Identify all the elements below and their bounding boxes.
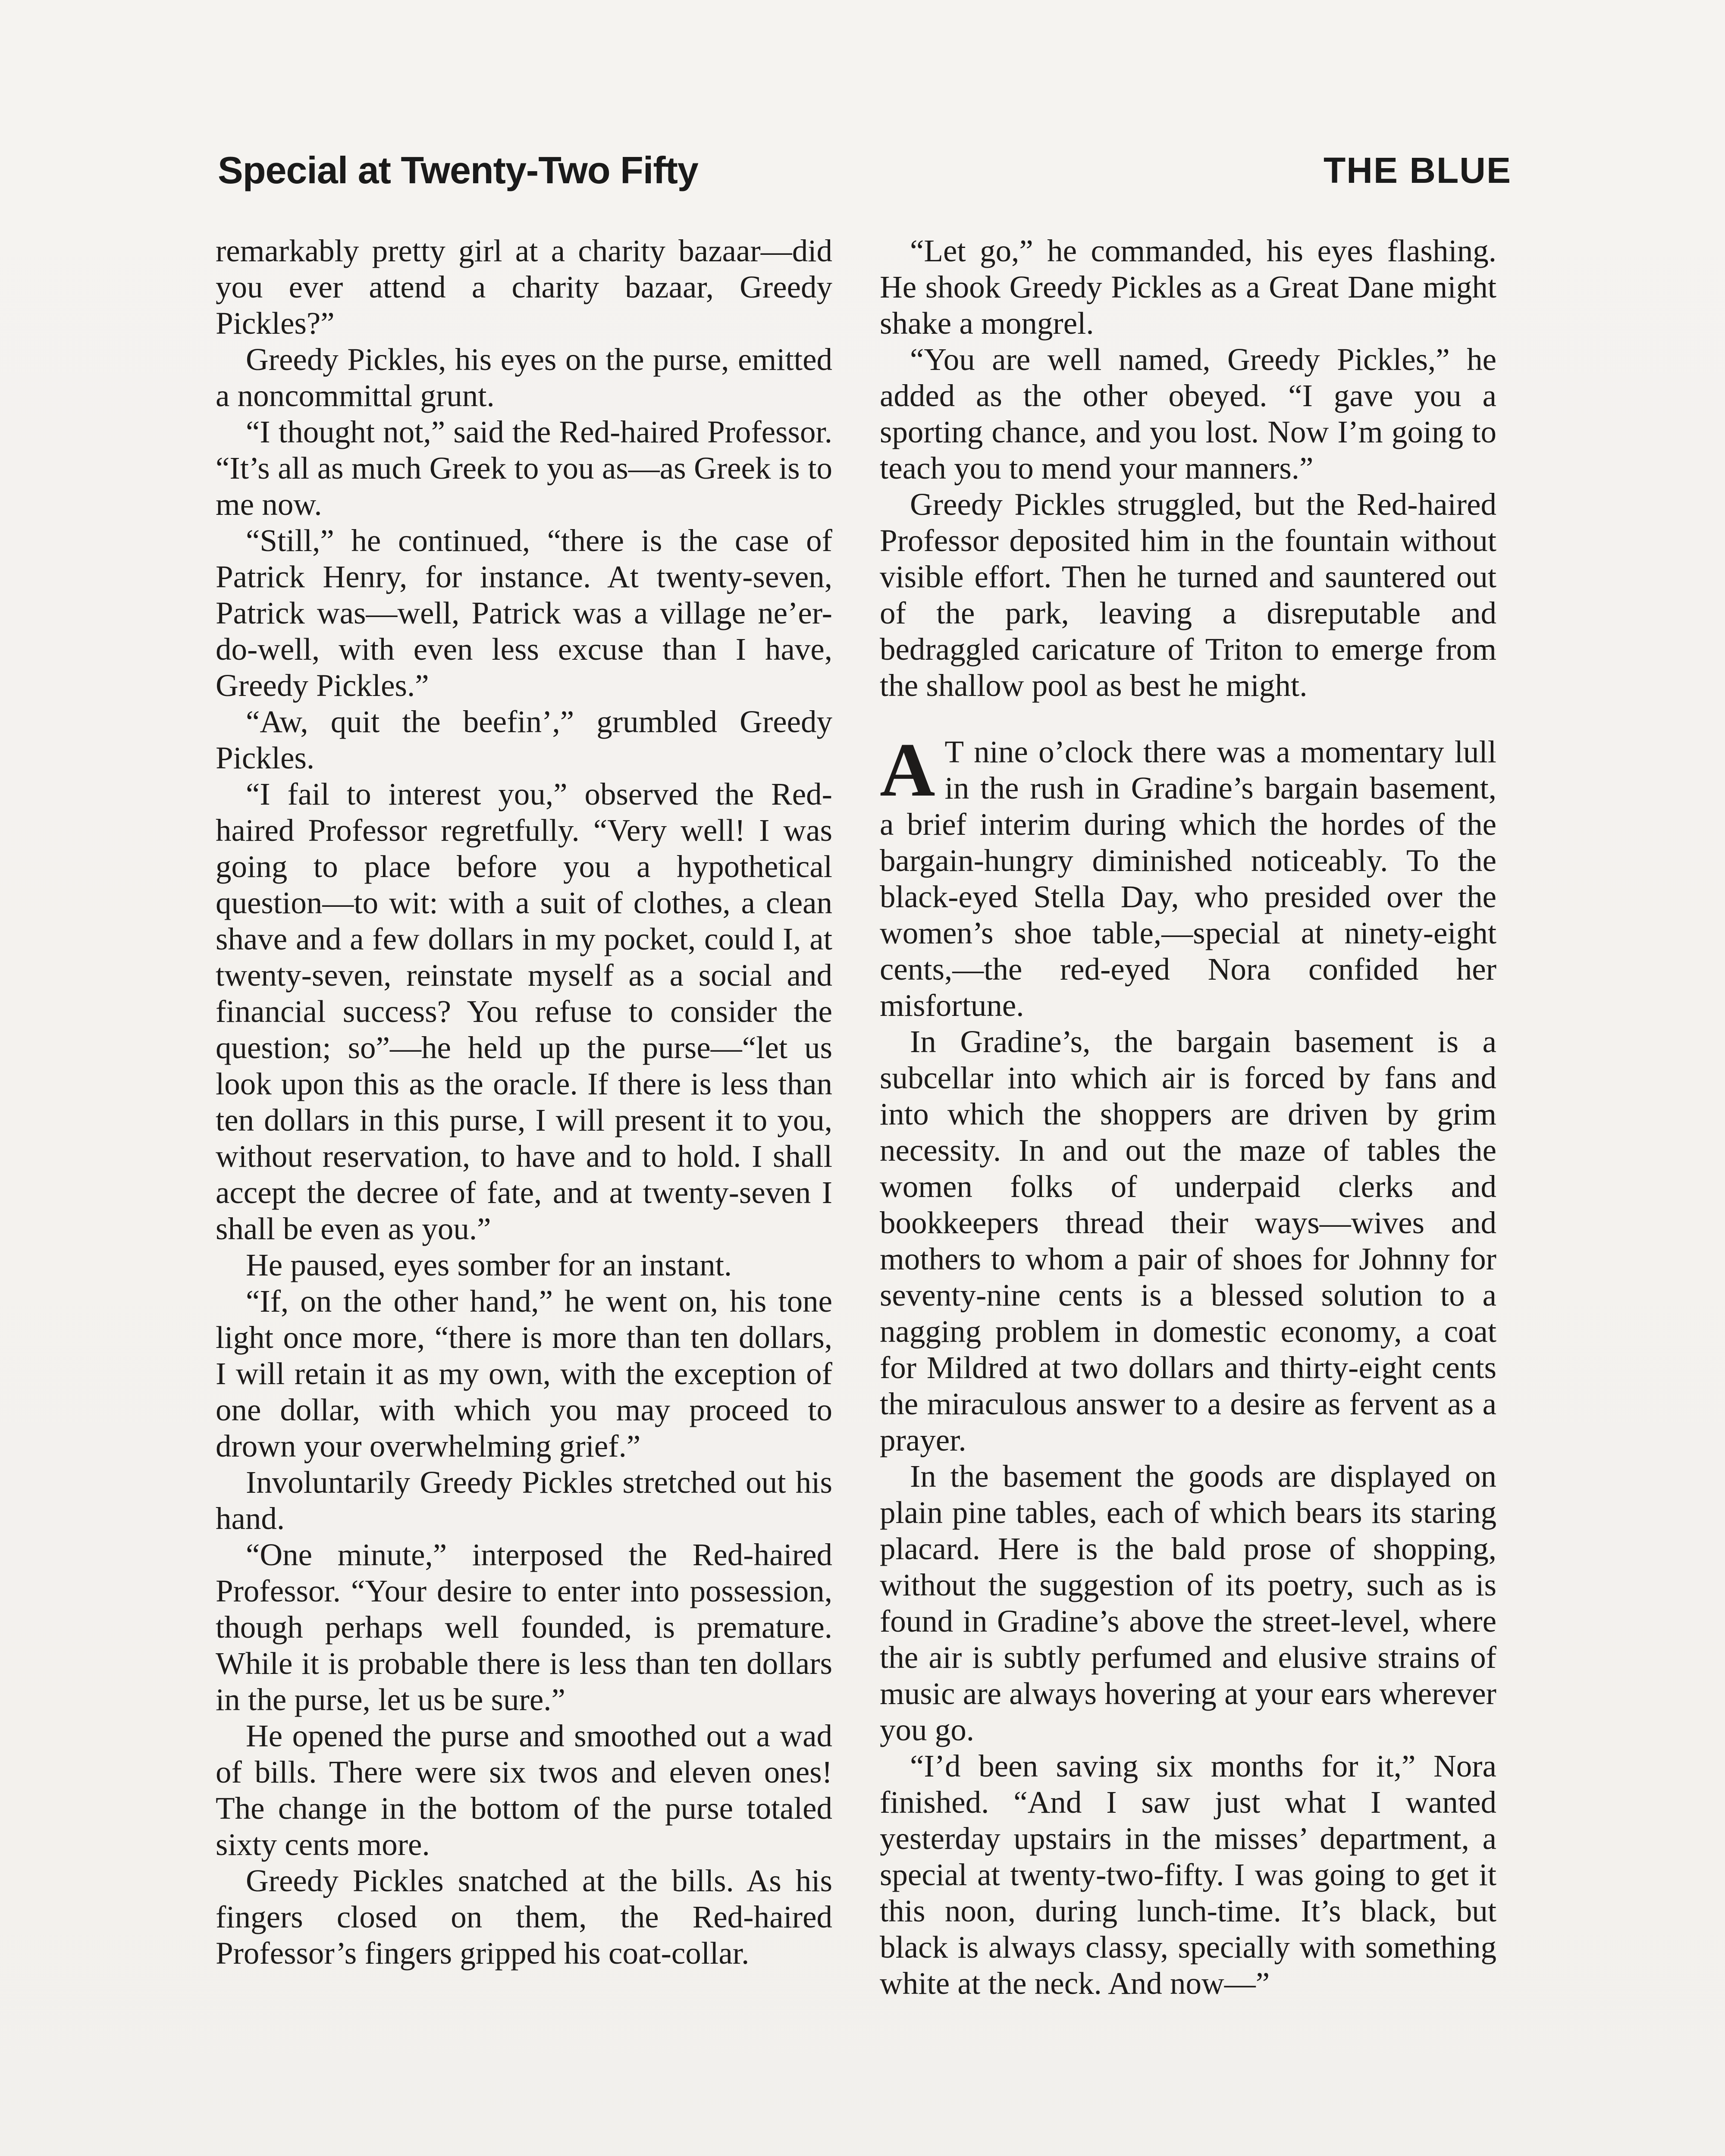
running-head (218, 149, 1512, 196)
left-paragraph-8: “If, on the other hand,” he went on, his tone light once more, “there is more than ten dollars, I will retain it as my own, with the exception of one dollar, with which you may proceed to drown your overwhelming grief.” (216, 1284, 832, 1463)
left-column (216, 233, 832, 2156)
right-paragraph-6: “I’d been saving six months for it,” Nora finished. “And I saw just what I wanted yesterday upstairs in the misses’ department, a special at twenty-two-fifty. I was going to get it this noon, during lunch-time. It’s black, but black is always classy, specially with something white at the neck. And now—” (880, 1749, 1496, 2001)
drop-cap: A (880, 727, 935, 812)
left-paragraph-5: “Aw, quit the beefin’,” grumbled Greedy Pickles. (216, 704, 832, 775)
left-paragraph-9: Involuntarily Greedy Pickles stretched out his hand. (216, 1465, 832, 1536)
left-paragraph-11: He opened the purse and smoothed out a wad of bills. There were six twos and eleven ones! The change in the bottom of the purse totaled sixty cents more. (216, 1718, 832, 1862)
right-paragraph-5: In the basement the goods are displayed on plain pine tables, each of which bears its staring placard. Here is the bald prose of shopping, without the suggestion of its poetry, such as is found in Gradine’s above the street-level, where the air is subtly perfumed and elusive strains of music are always hovering at your ears wherever you go. (880, 1459, 1496, 1747)
right-paragraph-3: Greedy Pickles struggled, but the Red-haired Professor deposited him in the fountain without visible effort. Then he turned and sauntered out of the park, leaving a disreputable and bedraggled caricature of Triton to emerge from the shallow pool as best he might. (880, 487, 1496, 703)
left-paragraph-12: Greedy Pickles snatched at the bills. As his fingers closed on them, the Red-haired Professor’s fingers gripped his coat-collar. (216, 1863, 832, 1971)
right-paragraph-1: “Let go,” he commanded, his eyes flashing. He shook Greedy Pickles as a Great Dane might shake a mongrel. (880, 233, 1496, 341)
section-two-first-paragraph (880, 727, 1496, 1024)
left-paragraph-1: remarkably pretty girl at a charity bazaar—did you ever attend a charity bazaar, Greedy Pickles?” (216, 233, 832, 341)
left-paragraph-6: “I fail to interest you,” observed the Red-haired Professor regretfully. “Very well! I was going to place before you a hypothetical question—to wit: with a suit of clothes, a clean shave and a few dollars in my pocket, could I, at twenty-seven, reinstate myself as a social and financial success? You refuse to consider the question; so”—he held up the purse—“let us look upon this as the oracle. If there is less than ten dollars in this purse, I will present it to you, without reservation, to have and to hold. I shall accept the decree of fate, and at twenty-seven I shall be even as you.” (216, 777, 832, 1246)
left-paragraph-10: “One minute,” interposed the Red-haired Professor. “Your desire to enter into possession, though perhaps well founded, is premature. While it is probable there is less than ten dollars in the purse, let us be sure.” (216, 1537, 832, 1717)
story-title: Special at Twenty-Two Fifty (218, 149, 698, 191)
section-break (880, 704, 1496, 734)
section-two-opening-text: T nine o’clock there was a momentary lull in the rush in Gradine’s bargain basement, a brief interim during which the hordes of the bargain-hungry diminished noticeably. To the black-eyed Stella Day, who presided over the women’s shoe table,—special at ninety-eight cents,—the red-eyed Nora confided her misfortune. (880, 734, 1496, 1023)
left-paragraph-3: “I thought not,” said the Red-haired Professor. “It’s all as much Greek to you as—as Greek is to me now. (216, 414, 832, 522)
right-paragraph-2: “You are well named, Greedy Pickles,” he added as the other obeyed. “I gave you a sporting chance, and you lost. Now I’m going to teach you to mend your manners.” (880, 342, 1496, 486)
right-paragraph-4: In Gradine’s, the bargain basement is a subcellar into which air is forced by fans and into which the shoppers are driven by grim necessity. In and out the maze of tables the women folks of underpaid clerks and bookkeepers thread their ways—wives and mothers to whom a pair of shoes for Johnny for seventy-nine cents is a blessed solution to a nagging problem in domestic economy, a coat for Mildred at two dollars and thirty-eight cents the miraculous answer to a desire as fervent as a prayer. (880, 1024, 1496, 1457)
left-paragraph-2: Greedy Pickles, his eyes on the purse, emitted a noncommittal grunt. (216, 342, 832, 413)
left-paragraph-7: He paused, eyes somber for an instant. (246, 1247, 732, 1282)
magazine-title: THE BLUE (1324, 150, 1512, 191)
right-column (880, 233, 1496, 2156)
left-paragraph-4: “Still,” he continued, “there is the case of Patrick Henry, for instance. At twenty-seven, Patrick was—well, Patrick was a village ne’er-do-well, with even less excuse than I have, Greedy Pickles.” (216, 523, 832, 703)
